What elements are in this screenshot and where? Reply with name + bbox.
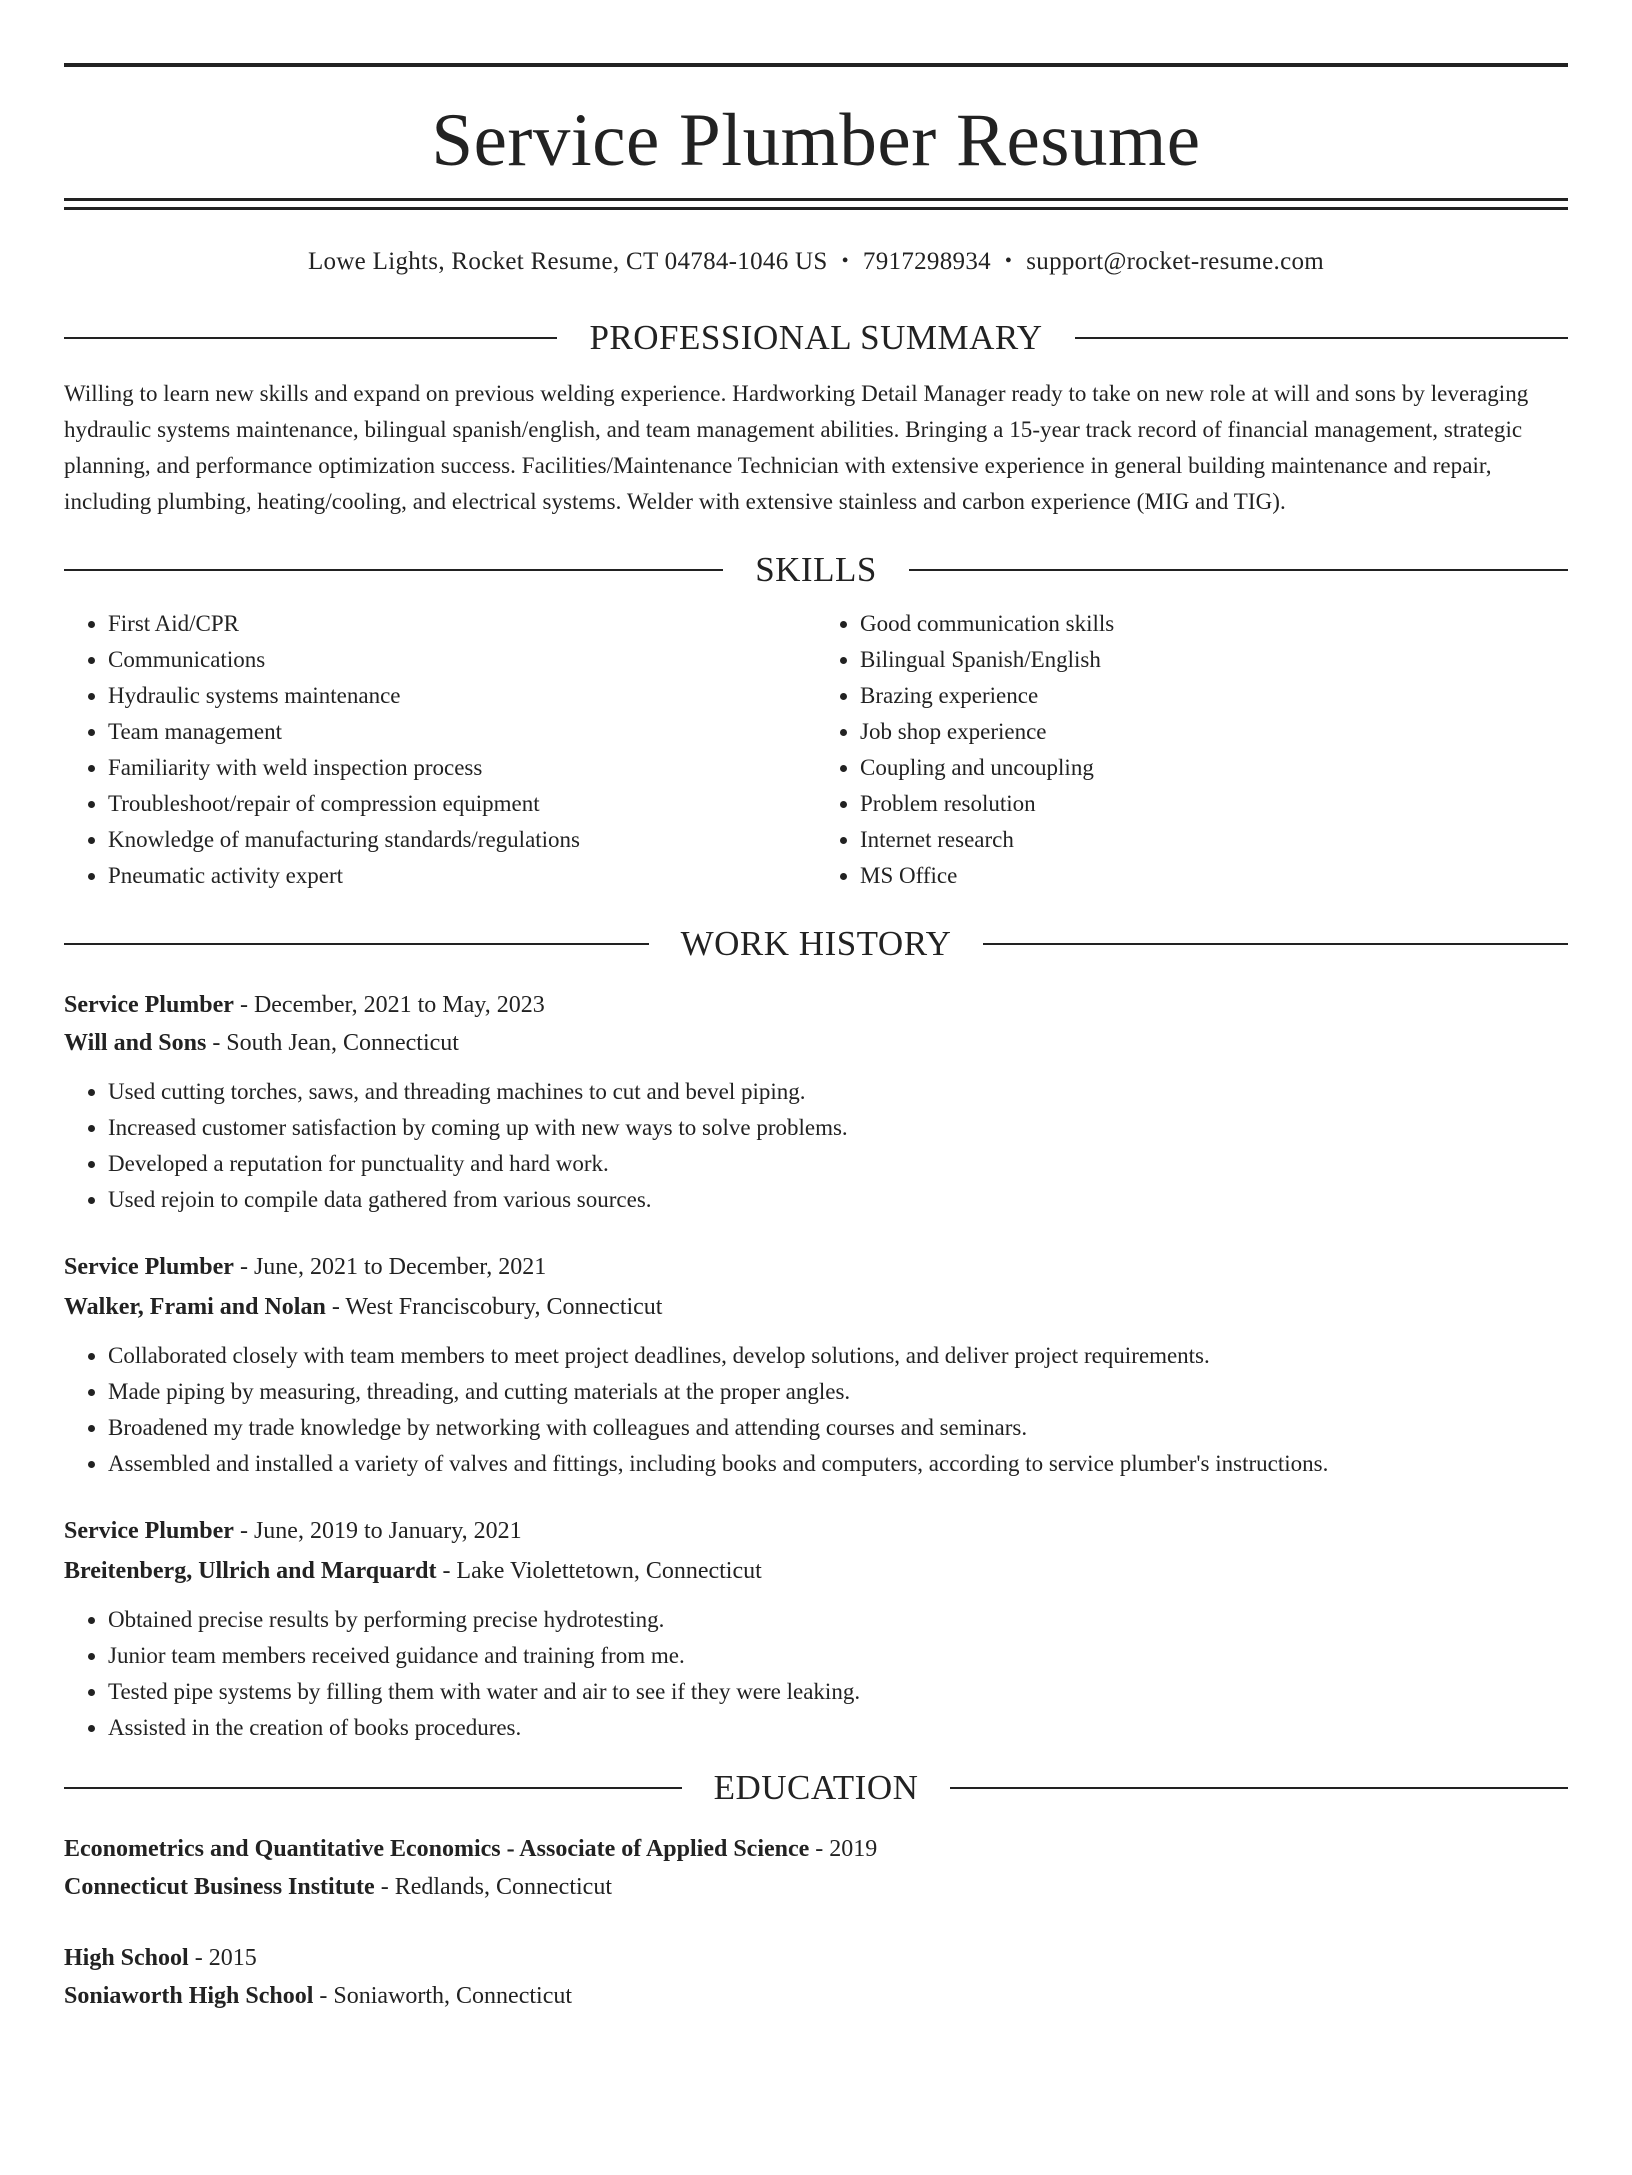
heading-rule-left xyxy=(64,337,557,339)
skill-item: • Job shop experience xyxy=(860,714,1568,750)
heading-rule-right xyxy=(950,1787,1568,1789)
skills-list-left xyxy=(64,606,816,894)
job-bullet: • Made piping by measuring, threading, and cutting materials at the proper angles. xyxy=(108,1374,1568,1410)
job-bullet: • Developed a reputation for punctuality and hard work. xyxy=(108,1146,1568,1182)
education-degree-line xyxy=(64,1939,1568,1977)
work-heading xyxy=(64,924,1568,964)
skill-item: • Bilingual Spanish/English xyxy=(860,642,1568,678)
job-location: - South Jean, Connecticut xyxy=(206,1030,459,1056)
job-company: Will and Sons xyxy=(64,1030,207,1056)
heading-rule-right xyxy=(909,569,1568,571)
job-bullet: • Junior team members received guidance and training from me. xyxy=(108,1638,1568,1674)
job-dates: - December, 2021 to May, 2023 xyxy=(233,992,545,1018)
contact-line xyxy=(64,248,1568,276)
contact-address: Lowe Lights, Rocket Resume, CT 04784-1046 US xyxy=(307,248,828,275)
skill-item: • Communications xyxy=(108,642,816,678)
skills-columns xyxy=(64,606,1568,894)
job-bullets xyxy=(64,1338,1568,1482)
skill-item: • Troubleshoot/repair of compression equipment xyxy=(108,786,816,822)
resume-title: Service Plumber Resume xyxy=(431,99,1201,182)
top-rule xyxy=(64,63,1568,67)
skill-item: • Knowledge of manufacturing standards/regulations xyxy=(108,822,816,858)
job-entry xyxy=(64,1512,1568,1746)
job-bullet: • Tested pipe systems by filling them with water and air to see if they were leaking. xyxy=(108,1674,1568,1710)
contact-separator: • xyxy=(841,250,849,272)
education-year: - 2019 xyxy=(809,1836,878,1862)
education-entry xyxy=(64,1830,1568,1906)
job-title-line xyxy=(64,986,1568,1024)
job-title: Service Plumber xyxy=(64,1254,234,1280)
education-heading-label: EDUCATION xyxy=(713,1768,919,1807)
skills-heading xyxy=(64,550,1568,590)
skills-heading-label: SKILLS xyxy=(755,550,877,589)
job-bullets xyxy=(64,1602,1568,1746)
education-school-line xyxy=(64,1977,1568,2015)
job-company-line xyxy=(64,1024,1568,1062)
job-location: - Lake Violettetown, Connecticut xyxy=(436,1558,762,1584)
job-bullet: • Increased customer satisfaction by coming up with new ways to solve problems. xyxy=(108,1110,1568,1146)
skill-item: • Team management xyxy=(108,714,816,750)
job-bullet: • Used rejoin to compile data gathered from various sources. xyxy=(108,1182,1568,1218)
contact-email: support@rocket-resume.com xyxy=(1026,248,1325,275)
job-title: Service Plumber xyxy=(64,992,234,1018)
education-school: Connecticut Business Institute xyxy=(64,1874,375,1900)
work-heading-label: WORK HISTORY xyxy=(680,924,952,963)
job-dates: - June, 2021 to December, 2021 xyxy=(233,1254,547,1280)
job-entry xyxy=(64,1248,1568,1482)
skill-item: • Internet research xyxy=(860,822,1568,858)
job-title: Service Plumber xyxy=(64,1518,234,1544)
education-year: - 2015 xyxy=(188,1945,257,1971)
job-title-line xyxy=(64,1512,1568,1550)
education-location: - Redlands, Connecticut xyxy=(374,1874,612,1900)
heading-rule-right xyxy=(1075,337,1568,339)
education-entry xyxy=(64,1939,1568,2015)
job-bullet: • Used cutting torches, saws, and threading machines to cut and bevel piping. xyxy=(108,1074,1568,1110)
contact-phone: 7917298934 xyxy=(862,248,991,275)
job-bullets xyxy=(64,1074,1568,1218)
job-bullet: • Broadened my trade knowledge by networking with colleagues and attending courses and seminars. xyxy=(108,1410,1568,1446)
education-degree: High School xyxy=(64,1945,189,1971)
job-company-line xyxy=(64,1552,1568,1590)
job-bullet: • Collaborated closely with team members to meet project deadlines, develop solutions, and deliver project requirements. xyxy=(108,1338,1568,1374)
heading-rule-left xyxy=(64,943,649,945)
title-double-rule xyxy=(64,198,1568,210)
job-dates: - June, 2019 to January, 2021 xyxy=(233,1518,522,1544)
job-location: - West Franciscobury, Connecticut xyxy=(325,1294,663,1320)
skill-item: • Pneumatic activity expert xyxy=(108,858,816,894)
skill-item: • Good communication skills xyxy=(860,606,1568,642)
job-entry xyxy=(64,986,1568,1218)
heading-rule-right xyxy=(983,943,1568,945)
skills-list-right xyxy=(816,606,1568,894)
job-title-line xyxy=(64,1248,1568,1286)
education-heading xyxy=(64,1768,1568,1808)
skill-item: • Familiarity with weld inspection process xyxy=(108,750,816,786)
heading-rule-left xyxy=(64,1787,682,1789)
skill-item: • Problem resolution xyxy=(860,786,1568,822)
summary-heading xyxy=(64,318,1568,358)
job-bullet: • Assembled and installed a variety of valves and fittings, including books and computers, according to service plumber's instructions. xyxy=(108,1446,1568,1482)
skill-item: • First Aid/CPR xyxy=(108,606,816,642)
job-company-line xyxy=(64,1288,1568,1326)
skill-item: • Coupling and uncoupling xyxy=(860,750,1568,786)
job-company: Breitenberg, Ullrich and Marquardt xyxy=(64,1558,437,1584)
job-company: Walker, Frami and Nolan xyxy=(64,1294,326,1320)
skill-item: • Brazing experience xyxy=(860,678,1568,714)
education-school: Soniaworth High School xyxy=(64,1983,314,2009)
resume-page xyxy=(0,63,1632,2175)
job-bullet: • Assisted in the creation of books procedures. xyxy=(108,1710,1568,1746)
summary-heading-label: PROFESSIONAL SUMMARY xyxy=(589,318,1043,357)
skill-item: • Hydraulic systems maintenance xyxy=(108,678,816,714)
contact-separator: • xyxy=(1004,250,1013,272)
education-degree-line xyxy=(64,1830,1568,1868)
skill-item: • MS Office xyxy=(860,858,1568,894)
job-bullet: • Obtained precise results by performing precise hydrotesting. xyxy=(108,1602,1568,1638)
heading-rule-left xyxy=(64,569,723,571)
education-degree: Econometrics and Quantitative Economics - Associate of Applied Science xyxy=(64,1836,810,1862)
education-location: - Soniaworth, Connecticut xyxy=(313,1983,573,2009)
education-school-line xyxy=(64,1868,1568,1906)
summary-text: Willing to learn new skills and expand on previous welding experience. Hardworking Detail Manager ready to take on new role at will and sons by leveraging hydraulic systems maintenance, bilingual spanish/english, and team management abilities. Bringing a 15-year track record of financial management, strategic planning, and performance optimization success. Facilities/Maintenance Technician with extensive experience in general building maintenance and repair, including plumbing, heating/cooling, and electrical systems. Welder with extensive stainless and carbon experience (MIG and TIG). xyxy=(64,381,1529,514)
